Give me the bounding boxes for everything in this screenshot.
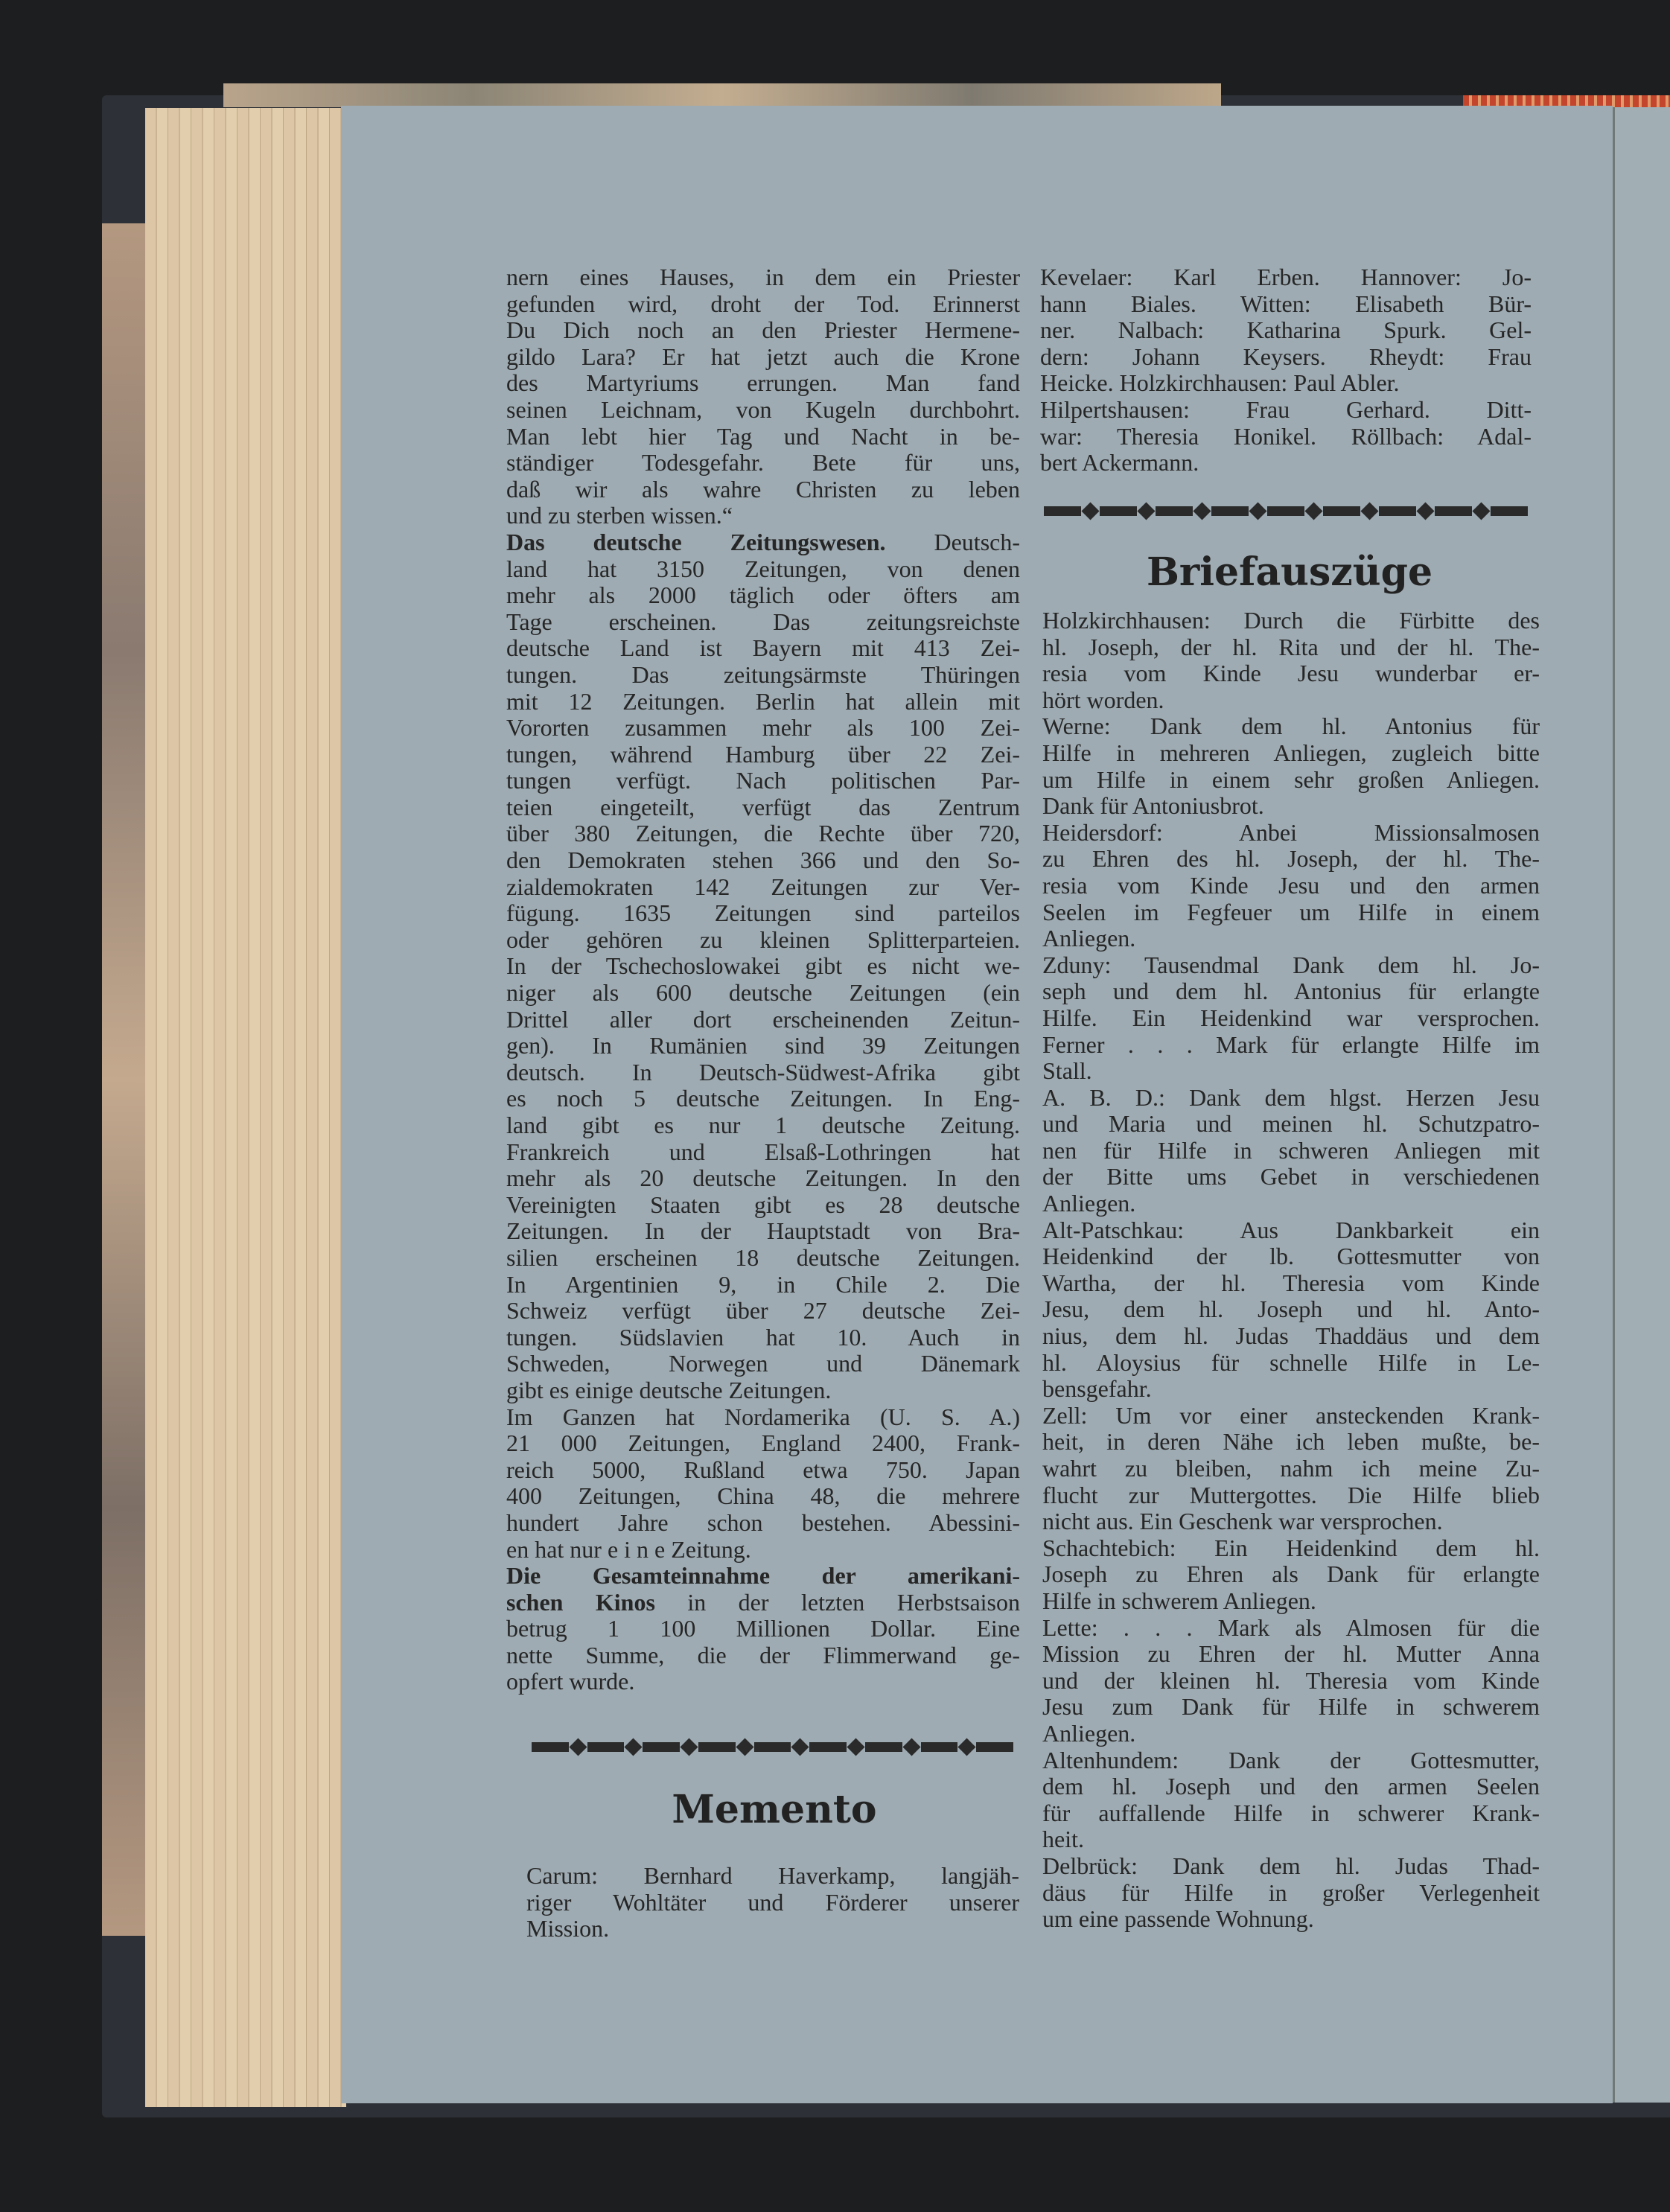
text-line [1040,397,1532,424]
line-text: Hilpertshausen: Frau Gerhard. Ditt- [1040,395,1532,423]
divider-bar [532,1742,569,1752]
line-text: In der Tschechoslowakei gibt es nicht we- [506,952,1020,980]
text-line [506,1272,1020,1298]
text-line [506,344,1020,371]
text-line [506,1351,1020,1377]
line-text: silien erscheinen 18 deutsche Zeitungen. [506,1243,1020,1271]
text-line [1042,1138,1540,1164]
line-text: nicht aus. Ein Geschenk war versprochen. [1042,1508,1443,1535]
text-line [1042,1880,1540,1907]
text-line [1042,713,1540,740]
divider-bar [643,1742,680,1752]
text-line [1042,1296,1540,1323]
paragraph [1042,608,1540,713]
line-text: Mission zu Ehren der hl. Mutter Anna [1042,1640,1540,1668]
divider-bar [1044,506,1081,516]
line-text: ner. Nalbach: Katharina Spurk. Gel- [1040,316,1532,344]
text-line [506,1245,1020,1272]
bold-lead-in: schen Kinos [506,1588,655,1616]
paragraph [1042,1853,1540,1933]
text-line [1040,344,1532,371]
line-text: Kevelaer: Karl Erben. Hannover: Jo- [1040,264,1532,290]
divider-diamond-icon [625,1738,643,1756]
line-text: gildo Lara? Er hat jetzt auch die Krone [506,342,1020,370]
text-line [506,609,1020,636]
line-text: riger Wohltäter und Förderer unserer [526,1888,1019,1916]
divider-bar [921,1742,958,1752]
paragraph [1042,1535,1540,1615]
line-text: betrug 1 100 Millionen Dollar. Eine [506,1615,1020,1642]
text-line [1040,291,1532,318]
paragraph [1042,713,1540,819]
paragraph [1042,1403,1540,1535]
divider-bar [754,1742,791,1752]
text-line [506,635,1020,662]
line-text: Altenhundem: Dank der Gottesmutter, [1042,1746,1540,1773]
text-line [506,900,1020,927]
line-text: mehr als 20 deutsche Zeitungen. In den [506,1164,1020,1192]
line-text: hört worden. [1042,686,1164,713]
divider-diamond-icon [1304,502,1322,520]
line-text: Heicke. Holzkirchhausen: Paul Abler. [1040,369,1400,397]
text-line [506,1642,1020,1669]
line-text: in der letzten Herbstsaison [654,1588,1021,1616]
briefauszuege-text [1042,608,1540,1933]
bold-lead-in: Das deutsche Zeitungswesen. [506,528,886,555]
line-text: um Hilfe in einem sehr großen Anliegen. [1042,765,1540,793]
paragraph [1040,264,1532,476]
text-line [506,662,1020,689]
divider-diamond-icon [680,1738,698,1756]
ornamental-divider-left [529,1738,1016,1756]
line-text: Frankreich und Elsaß-Lothringen hat [506,1138,1020,1165]
divider-diamond-icon [847,1738,865,1756]
text-line [506,715,1020,742]
line-text: Alt-Patschkau: Aus Dankbarkeit ein [1042,1216,1540,1243]
line-text: nen für Hilfe in schweren Anliegen mit [1042,1136,1540,1164]
text-line [506,1377,1020,1404]
line-text: mehr als 2000 täglich oder öfters am [506,581,1020,609]
line-text: Hilfe in mehreren Anliegen, zugleich bitte [1042,739,1540,766]
text-line [1042,1456,1540,1482]
line-text: und der kleinen hl. Theresia vom Kinde [1042,1666,1540,1694]
line-text: oder gehören zu kleinen Splitterparteien. [506,925,1020,953]
text-line [506,1112,1020,1139]
line-text: Seelen im Fegfeuer um Hilfe in einem [1042,898,1540,925]
text-line [506,1430,1020,1457]
page-edges-stack [145,108,346,2107]
divider-diamond-icon [902,1738,920,1756]
divider-bar [1100,506,1137,516]
text-line [506,1298,1020,1325]
text-line [1042,740,1540,767]
line-text: für auffallende Hilfe in schwerer Krank- [1042,1799,1540,1826]
text-line [1042,1111,1540,1138]
text-line [1042,1058,1540,1085]
text-line [1042,1826,1540,1853]
divider-diamond-icon [569,1738,587,1756]
line-text: den Demokraten stehen 366 und den So- [506,847,1020,874]
text-line [506,397,1020,424]
divider-diamond-icon [1193,502,1211,520]
text-line [506,1563,1020,1590]
paragraph [506,264,1020,529]
text-line [1040,450,1532,476]
divider-bar [698,1742,736,1752]
text-line [506,1218,1020,1245]
line-text: Mission. [526,1915,610,1942]
text-line [1042,1721,1540,1747]
text-line [1042,1588,1540,1615]
text-line [1042,1482,1540,1509]
text-line [1042,1906,1540,1933]
line-text: hann Biales. Witten: Elisabeth Bür- [1040,290,1532,317]
line-text: däus für Hilfe in großer Verlegenheit [1042,1878,1540,1906]
line-text: flucht zur Muttergottes. Die Hilfe blieb [1042,1481,1540,1508]
divider-bar [1435,506,1472,516]
paragraph [506,529,1020,1404]
line-text: Tage erscheinen. Das zeitungsreichste [506,608,1020,635]
line-text: nette Summe, die der Flimmerwand ge- [506,1641,1020,1668]
ornamental-divider-right [1041,502,1531,520]
text-line [1042,1164,1540,1191]
line-text: Schweiz verfügt über 27 deutsche Zei- [506,1297,1020,1325]
text-line [506,1668,1020,1695]
text-line [1042,1615,1540,1642]
text-line [506,953,1020,980]
line-text: resia vom Kinde Jesu wunderbar er- [1042,660,1540,687]
text-line [1042,925,1540,952]
line-text: Ferner . . . Mark für erlangte Hilfe im [1042,1030,1540,1058]
line-text: hl. Aloysius für schnelle Hilfe in Le- [1042,1348,1540,1376]
line-text: heit. [1042,1826,1084,1853]
line-text: land gibt es nur 1 deutsche Zeitung. [506,1112,1020,1138]
line-text: Deutsch- [885,528,1020,555]
line-text: Zeitungen. In der Hauptstadt von Bra- [506,1217,1020,1245]
text-line [506,424,1020,450]
line-text: en hat nur e i n e Zeitung. [506,1535,751,1563]
text-line [506,317,1020,344]
facing-page-edge [1613,107,1670,2103]
text-line [506,820,1020,847]
text-line [506,1139,1020,1166]
text-line [506,874,1020,901]
text-line [1042,1217,1540,1244]
line-text: zialdemokraten 142 Zeitungen zur Ver- [506,873,1020,900]
text-line [506,476,1020,503]
paragraph [1042,820,1540,952]
line-text: Lette: . . . Mark als Almosen für die [1042,1613,1540,1641]
text-line [506,847,1020,874]
paragraph [1042,1615,1540,1747]
line-text: gibt es einige deutsche Zeitungen. [506,1376,832,1403]
text-line [506,370,1020,397]
text-line [506,1325,1020,1351]
text-line [1042,1561,1540,1588]
line-text: Carum: Bernhard Haverkamp, langjäh- [526,1862,1019,1889]
line-text: der Bitte ums Gebet in verschiedenen [1042,1163,1540,1191]
text-line [506,742,1020,768]
line-text: ständiger Todesgefahr. Bete für uns, [506,449,1020,476]
divider-bar [1211,506,1249,516]
text-line [506,1033,1020,1059]
text-line [506,1086,1020,1112]
line-text: Hilfe in schwerem Anliegen. [1042,1587,1316,1614]
divider-diamond-icon [1360,502,1378,520]
line-text: hl. Joseph, der hl. Rita und der hl. The- [1042,633,1540,660]
memento-text [526,1863,1019,1942]
line-text: wahrt zu bleiben, nahm ich meine Zu- [1042,1455,1540,1482]
line-text: um eine passende Wohnung. [1042,1905,1314,1933]
text-line [1042,873,1540,899]
line-text: seinen Leichnam, von Kugeln durchbohrt. [506,395,1020,423]
text-line [1040,424,1532,450]
divider-diamond-icon [1416,502,1434,520]
text-line [506,1510,1020,1537]
line-text: mit 12 Zeitungen. Berlin hat allein mit [506,687,1020,715]
text-line [526,1916,1019,1942]
line-text: zu Ehren des hl. Joseph, der hl. The- [1042,845,1540,873]
line-text: Schweden, Norwegen und Dänemark [506,1350,1020,1377]
line-text: land hat 3150 Zeitungen, von denen [506,555,1020,582]
line-text: es noch 5 deutsche Zeitungen. In Eng- [506,1085,1020,1112]
text-line [506,794,1020,821]
line-text: dem hl. Joseph und den armen Seelen [1042,1773,1540,1800]
divider-bar [1156,506,1193,516]
divider-bar [1323,506,1360,516]
divider-diamond-icon [1081,502,1099,520]
divider-diamond-icon [958,1738,976,1756]
text-line [526,1863,1019,1890]
line-text: teien eingeteilt, verfügt das Zentrum [506,793,1020,820]
right-column-name-list [1040,264,1532,476]
line-text: Du Dich noch an den Priester Hermene- [506,316,1020,344]
divider-bar [587,1742,625,1752]
text-line [1042,978,1540,1005]
memento-heading: Memento [672,1787,877,1832]
bold-lead-in: Die Gesamteinnahme der amerikani- [506,1562,1020,1590]
text-line [1042,687,1540,714]
text-line [1042,1032,1540,1059]
line-text: Zduny: Tausendmal Dank dem hl. Jo- [1042,951,1540,978]
marbled-board-top [223,83,1221,107]
text-line [1042,1191,1540,1217]
line-text: Werne: Dank dem hl. Antonius für [1042,713,1540,740]
text-line [1042,1853,1540,1880]
divider-diamond-icon [1249,502,1266,520]
line-text: Zell: Um vor einer ansteckenden Krank- [1042,1401,1540,1429]
line-text: Anliegen. [1042,1190,1136,1217]
line-text: Holzkirchhausen: Durch die Fürbitte des [1042,607,1540,634]
line-text: tungen. Südslavien hat 10. Auch in [506,1323,1020,1351]
line-text: des Martyriums errungen. Man fand [506,369,1020,397]
text-line [506,1483,1020,1510]
text-line [506,1192,1020,1219]
line-text: gefunden wird, droht der Tod. Erinnerst [506,290,1020,317]
text-line [1042,634,1540,661]
text-line [1042,1747,1540,1774]
text-line [506,980,1020,1007]
line-text: 400 Zeitungen, China 48, die mehrere [506,1482,1020,1510]
line-text: bensgefahr. [1042,1375,1152,1403]
paragraph [1042,952,1540,1085]
line-text: Heidersdorf: Anbei Missionsalmosen [1042,818,1540,846]
line-text: daß wir als wahre Christen zu leben [506,475,1020,503]
line-text: Im Ganzen hat Nordamerika (U. S. A.) [506,1403,1020,1430]
text-line [1042,1668,1540,1695]
line-text: Jesu, dem hl. Joseph und hl. Anto- [1042,1295,1540,1323]
line-text: 21 000 Zeitungen, England 2400, Frank- [506,1429,1020,1457]
text-line [1042,1350,1540,1377]
line-text: gen). In Rumänien sind 39 Zeitungen [506,1032,1020,1059]
line-text: Jesu zum Dank für Hilfe in schwerem [1042,1693,1540,1721]
line-text: bert Ackermann. [1040,449,1199,476]
divider-diamond-icon [1137,502,1155,520]
line-text: tungen, während Hamburg über 22 Zei- [506,740,1020,768]
line-text: tungen verfügt. Nach politischen Par- [506,767,1020,794]
line-text: Anliegen. [1042,1719,1136,1747]
text-line [1042,899,1540,926]
divider-diamond-icon [1472,502,1490,520]
line-text: heit, in deren Nähe ich leben mußte, be- [1042,1428,1540,1456]
line-text: war: Theresia Honikel. Röllbach: Adal- [1040,422,1532,450]
paragraph [526,1863,1019,1942]
line-text: und zu sterben wissen.“ [506,502,733,529]
paragraph [1042,1747,1540,1853]
line-text: hundert Jahre schon bestehen. Abessini- [506,1508,1020,1536]
line-text: Hilfe. Ein Heidenkind war versprochen. [1042,1004,1540,1031]
divider-bar [809,1742,847,1752]
text-line [1042,1403,1540,1429]
text-line [1042,846,1540,873]
text-line [506,1007,1020,1033]
text-line [1040,317,1532,344]
line-text: deutsch. In Deutsch-Südwest-Afrika gibt [506,1058,1020,1086]
text-line [506,927,1020,954]
divider-bar [1379,506,1416,516]
text-line [1040,370,1532,397]
text-line [1042,1508,1540,1535]
text-line [1042,793,1540,820]
divider-bar [1267,506,1304,516]
line-text: Schachtebich: Ein Heidenkind dem hl. [1042,1534,1540,1561]
divider-diamond-icon [736,1738,753,1756]
line-text: Stall. [1042,1057,1092,1085]
line-text: Joseph zu Ehren als Dank für erlangte [1042,1561,1540,1588]
text-line [506,689,1020,715]
line-text: über 380 Zeitungen, die Rechte über 720, [506,820,1020,847]
text-line [526,1890,1019,1916]
line-text: reich 5000, Rußland etwa 750. Japan [506,1456,1020,1483]
line-text: Drittel aller dort erscheinenden Zeitun- [506,1005,1020,1033]
text-line [506,582,1020,609]
line-text: Heidenkind der lb. Gottesmutter von [1042,1243,1540,1270]
line-text: resia vom Kinde Jesu und den armen [1042,871,1540,899]
text-line [1042,952,1540,979]
text-line [1042,1005,1540,1032]
text-line [1042,1694,1540,1721]
text-line [1042,1535,1540,1562]
line-text: In Argentinien 9, in Chile 2. Die [506,1270,1020,1298]
line-text: seph und dem hl. Antonius für erlangte [1042,978,1540,1005]
divider-bar [1491,506,1528,516]
text-line [1042,608,1540,634]
text-line [506,1457,1020,1484]
line-text: deutsche Land ist Bayern mit 413 Zei- [506,634,1020,662]
divider-bar [976,1742,1013,1752]
text-line [506,264,1020,291]
line-text: nius, dem hl. Judas Thaddäus und dem [1042,1322,1540,1350]
line-text: Dank für Antoniusbrot. [1042,792,1264,820]
line-text: Vereinigten Staaten gibt es 28 deutsche [506,1191,1020,1218]
text-line [1042,1323,1540,1350]
divider-bar [865,1742,902,1752]
text-line [1042,660,1540,687]
text-line [1042,1773,1540,1800]
divider-diamond-icon [791,1738,809,1756]
line-text: Man lebt hier Tag und Nacht in be- [506,422,1020,450]
text-line [506,1537,1020,1564]
line-text: fügung. 1635 Zeitungen sind parteilos [506,899,1020,927]
text-line [1042,1243,1540,1270]
line-text: Delbrück: Dank dem hl. Judas Thad- [1042,1852,1540,1879]
line-text: niger als 600 deutsche Zeitungen (ein [506,979,1020,1007]
line-text: Anliegen. [1042,925,1136,952]
text-line [506,556,1020,583]
line-text: nern eines Hauses, in dem ein Priester [506,264,1020,290]
text-line [506,1404,1020,1431]
text-line [506,1059,1020,1086]
line-text: tungen. Das zeitungsärmste Thüringen [506,660,1020,688]
text-line [1042,1641,1540,1668]
line-text: Vororten zusammen mehr als 100 Zei- [506,714,1020,742]
text-line [1042,820,1540,847]
text-line [506,450,1020,476]
text-line [1040,264,1532,291]
text-line [1042,767,1540,794]
paragraph [1042,1085,1540,1217]
paragraph [506,1404,1020,1564]
line-text: und Maria und meinen hl. Schutzpatro- [1042,1110,1540,1138]
line-text: dern: Johann Keysers. Rheydt: Frau [1040,342,1532,370]
paragraph [506,1563,1020,1695]
text-line [506,1590,1020,1616]
text-line [506,768,1020,794]
text-line [506,503,1020,529]
text-line [506,529,1020,556]
text-line [506,1165,1020,1192]
text-line [506,291,1020,318]
text-line [1042,1429,1540,1456]
line-text: Wartha, der hl. Theresia vom Kinde [1042,1269,1540,1296]
text-line [1042,1085,1540,1112]
text-line [1042,1376,1540,1403]
line-text: opfert wurde. [506,1668,635,1695]
text-line [1042,1800,1540,1827]
briefauszuege-heading: Briefauszüge [1146,549,1433,595]
text-line [506,1616,1020,1642]
marbled-board-side [102,223,147,1936]
left-column-text [506,264,1020,1695]
line-text: A. B. D.: Dank dem hlgst. Herzen Jesu [1042,1083,1540,1111]
paragraph [1042,1217,1540,1403]
text-line [1042,1270,1540,1297]
